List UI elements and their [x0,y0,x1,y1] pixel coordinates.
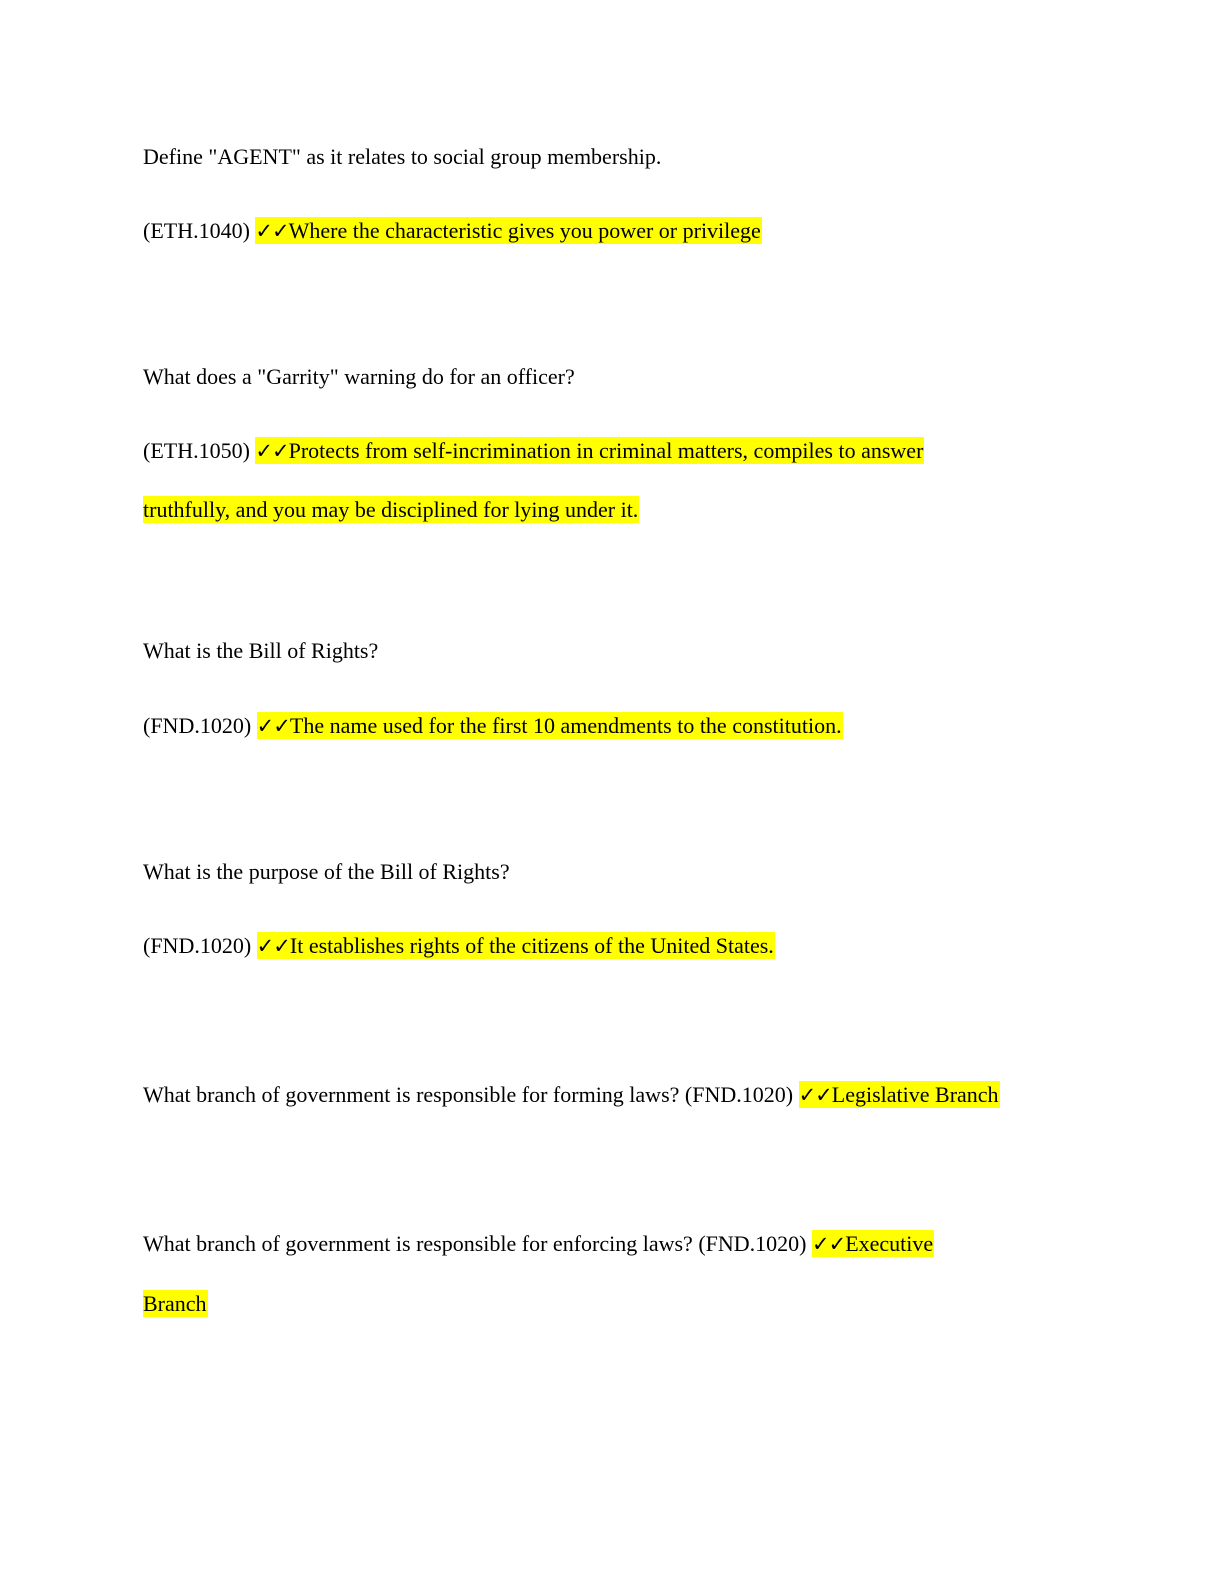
answer-1 [143,215,762,247]
answer-1-highlight [255,217,761,244]
answer-6-highlight [812,1230,934,1257]
answer-1-text: Where the characteristic gives you power or privilege [288,218,761,243]
answer-2-code: (ETH.1050) [143,438,250,463]
question-4-text: What is the purpose of the Bill of Rights? [143,859,510,884]
answer-6-continued [143,1288,208,1320]
double-check-icon: ✓✓ [255,439,289,463]
answer-6-code: (FND.1020) [698,1231,807,1256]
double-check-icon: ✓✓ [255,219,289,243]
answer-6-text-line1: Executive [845,1231,934,1256]
question-2 [143,361,575,393]
question-6 [143,1228,934,1260]
answer-2-highlight [255,437,924,464]
answer-2-continued [143,494,639,526]
question-6-text: What branch of government is responsible for enforcing laws? [143,1231,693,1256]
question-2-text: What does a "Garrity" warning do for an officer? [143,364,575,389]
question-3-text: What is the Bill of Rights? [143,638,379,663]
question-5-text: What branch of government is responsible for forming laws? [143,1082,680,1107]
answer-2-text-line2: truthfully, and you may be disciplined for lying under it. [143,497,639,522]
question-1 [143,141,661,173]
double-check-icon: ✓✓ [256,934,290,958]
answer-5-highlight [799,1081,1000,1108]
answer-6-text-line2: Branch [143,1291,207,1316]
answer-5-code: (FND.1020) [684,1082,794,1107]
answer-1-code: (ETH.1040) [143,218,250,243]
answer-4-text: It establishes rights of the citizens of the United States. [289,933,774,958]
answer-2-text-line1: Protects from self-incrimination in criminal matters, compiles to answer [288,438,924,463]
question-4 [143,856,510,888]
answer-3 [143,710,843,742]
answer-3-highlight [257,712,843,739]
double-check-icon: ✓✓ [798,1083,832,1107]
question-3 [143,635,378,667]
answer-3-text: The name used for the first 10 amendments to the constitution. [289,713,842,738]
double-check-icon: ✓✓ [812,1232,846,1256]
answer-4-code: (FND.1020) [143,933,252,958]
double-check-icon: ✓✓ [256,714,290,738]
answer-2 [143,435,924,467]
answer-4-highlight [257,932,775,959]
answer-3-code: (FND.1020) [143,713,252,738]
question-5 [143,1079,1000,1111]
answer-5-text: Legislative Branch [831,1082,999,1107]
answer-4 [143,930,775,962]
question-1-text: Define "AGENT" as it relates to social group membership. [143,144,662,169]
